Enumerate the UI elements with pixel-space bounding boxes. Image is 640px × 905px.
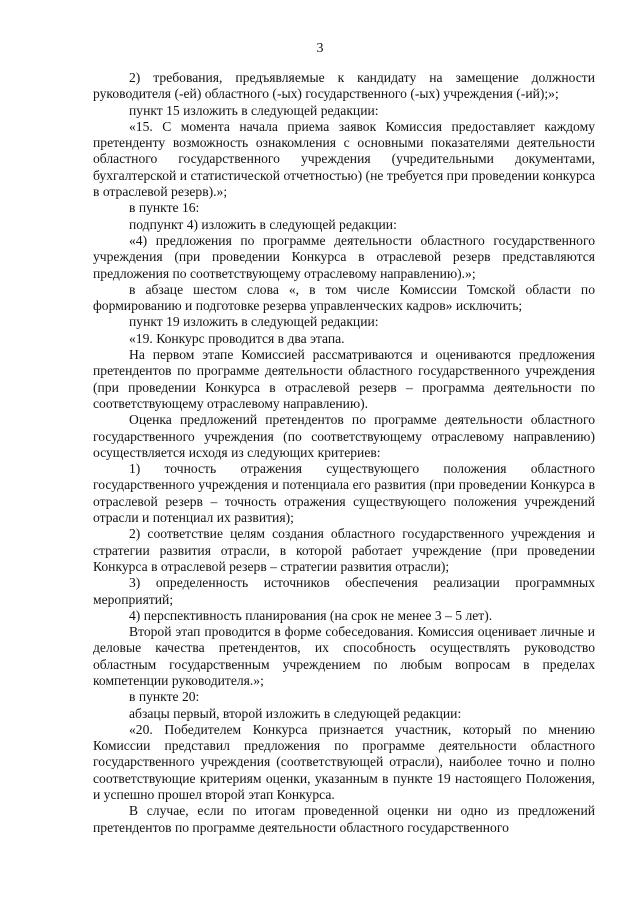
paragraph-criterion-2: 2) соответствие целям создания областного государственного учреждения и стратегии развития отрасли, в которой работает учреждение (при проведении Конкурса в отраслевой резерв – стратегии развития отрасли); <box>93 526 595 574</box>
paragraph-subitem-4-intro: подпункт 4) изложить в следующей редакции: <box>129 216 397 232</box>
paragraph-sixth-paragraph-change: в абзаце шестом слова «, в том числе Комиссии Томской области по формированию и подготовке резерва управленческих кадров» исключить; <box>93 281 595 314</box>
page-number: 3 <box>316 41 324 56</box>
paragraph-criterion-4: 4) перспективность планирования (на срок не менее 3 – 5 лет). <box>129 607 493 623</box>
paragraph-item-20-edit: абзацы первый, второй изложить в следующей редакции: <box>129 705 462 721</box>
paragraph-item-15-text: «15. С момента начала приема заявок Комиссия предоставляет каждому претенденту возможность ознакомления с основными показателями деятельности областного государственного учреждения (учредительными документами, бухгалтерской и статистической отчетностью) (не требуется при проведении конкурса в отраслевой резерв).»; <box>93 118 595 200</box>
paragraph-criterion-3: 3) определенность источников обеспечения реализации программных мероприятий; <box>93 575 595 607</box>
paragraph-item-20-winner: «20. Победителем Конкурса признается участник, который по мнению Комиссии представил предложения по программе деятельности областного государственного учреждения (соответствующей отрасли), наиболее точно и полно соответствующие критериям оценки, указанным в пункте 19 настоящего Положения, и успешно прошел второй этап Конкурса. <box>93 721 595 803</box>
paragraph-second-stage: Второй этап проводится в форме собеседования. Комиссия оценивает личные и деловые качества претендентов, их способность осуществлять руководство областным государственным учреждением по любым вопросам в пределах компетенции руководителя.»; <box>93 624 595 688</box>
paragraph-no-proposal-case: В случае, если по итогам проведенной оценки ни одно из предложений претендентов по программе деятельности областного государственного <box>93 803 595 835</box>
paragraph-evaluation-criteria: Оценка предложений претендентов по программе деятельности областного государственного учреждения (по соответствующему отраслевому направлению) осуществляется исходя из следующих критериев: <box>93 412 595 460</box>
paragraph-subitem-4-text: «4) предложения по программе деятельности областного государственного учреждения (при проведении Конкурса в отраслевой резерв представляются предложения по соответствующему отраслевому направлению).»; <box>93 232 595 281</box>
paragraph-criterion-1: 1) точность отражения существующего положения областного государственного учреждения и потенциала его развития (при проведении Конкурса в отраслевой резерв – точность отражения существующего положения учреждений отрасли и потенциал их развития); <box>93 461 595 526</box>
paragraph-first-stage: На первом этапе Комиссией рассматриваются и оцениваются предложения претендентов по программе деятельности областного государственного учреждения (при проведении Конкурса в отраслевой резерв – программа деятельности по соответствующему отраслевому направлению). <box>93 347 595 411</box>
paragraph-item-16-intro: в пункте 16: <box>129 200 200 216</box>
paragraph-item-19-stages: «19. Конкурс проводится в два этапа. <box>129 330 345 346</box>
paragraph-item-19-intro: пункт 19 изложить в следующей редакции: <box>129 314 379 330</box>
document-body <box>93 70 595 836</box>
paragraph-item-15-intro: пункт 15 изложить в следующей редакции: <box>129 102 379 118</box>
paragraph-item-20-intro: в пункте 20: <box>129 689 200 705</box>
paragraph-requirements: 2) требования, предъявляемые к кандидату на замещение должности руководителя (-ей) областного (-ых) государственного (-ых) учреждения (-ий);»; <box>93 70 595 102</box>
